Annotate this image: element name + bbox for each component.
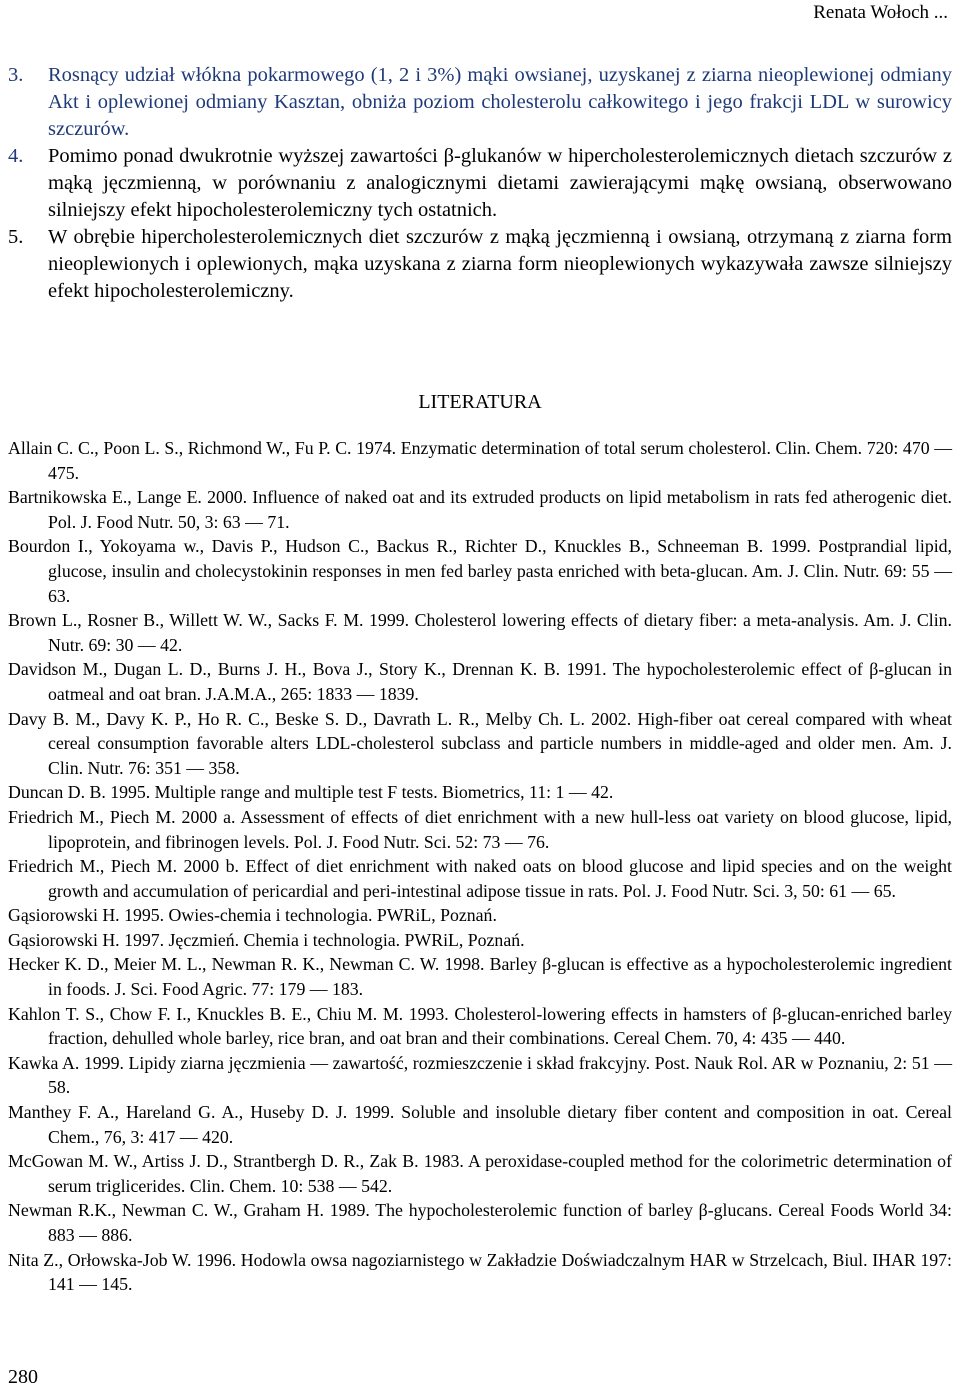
conclusion-text: W obrębie hipercholesterolemicznych diet szczurów z mąką jęczmienną i owsianą, otrzymaną z ziarna form nieoplewionych i oplewionych, mąka uzyskana z ziarna form nieoplewionych wykazywała zawsze silniejszy efekt hipocholesterolemiczny. xyxy=(48,226,952,302)
reference-item: Kawka A. 1999. Lipidy ziarna jęczmienia — zawartość, rozmieszczenie i skład frakcyjny. Post. Nauk Rol. AR w Poznaniu, 2: 51 — 58. xyxy=(8,1052,952,1098)
reference-item: Hecker K. D., Meier M. L., Newman R. K., Newman C. W. 1998. Barley β-glucan is effective as a hypocholesterolemic ingredient in foods. J. Sci. Food Agric. 77: 179 — 183. xyxy=(8,954,952,1000)
reference-item: McGowan M. W., Artiss J. D., Strantbergh D. R., Zak B. 1983. A peroxidase-coupled method for the colorimetric determination of serum triglicerides. Clin. Chem. 10: 538 — 542. xyxy=(8,1151,952,1196)
reference-item: Gąsiorowski H. 1997. Jęczmień. Chemia i technologia. PWRiL, Poznań. xyxy=(8,929,525,950)
reference-item: Newman R.K., Newman C. W., Graham H. 1989. The hypocholesterolemic function of barley β-glucans. Cereal Foods World 34: 883 — 886. xyxy=(8,1200,952,1245)
running-header: Renata Wołoch ... xyxy=(813,2,948,23)
reference-item: Nita Z., Orłowska-Job W. 1996. Hodowla owsa nagoziarnistego w Zakładzie Doświadczalnym HAR w Strzelcach, Biul. IHAR 197: 141 — 145. xyxy=(8,1249,952,1295)
reference-item: Davy B. M., Davy K. P., Ho R. C., Beske S. D., Davrath L. R., Melby Ch. L. 2002. High-fiber oat cereal compared with wheat cereal consumption favorable alters LDL-cholesterol subclass and particle numbers in middle-aged and older men. Am. J. Clin. Nutr. 76: 351 — 358. xyxy=(8,708,952,778)
reference-item: Bartnikowska E., Lange E. 2000. Influence of naked oat and its extruded products on lipid metabolism in rats fed atherogenic diet. Pol. J. Food Nutr. 50, 3: 63 — 71. xyxy=(8,487,952,532)
conclusion-item xyxy=(8,143,952,224)
conclusion-number: 3. xyxy=(8,64,24,86)
conclusion-item xyxy=(8,62,952,143)
reference-item: Kahlon T. S., Chow F. I., Knuckles B. E., Chiu M. M. 1993. Cholesterol-lowering effects in hamsters of β-glucan-enriched barley fraction, dehulled whole barley, rice bran, and oat bran and their combinations. Cereal Chem. 70, 4: 435 — 440. xyxy=(8,1003,952,1049)
reference-item: Davidson M., Dugan L. D., Burns J. H., Bova J., Story K., Drennan K. B. 1991. The hypocholesterolemic effect of β-glucan in oatmeal and oat bran. J.A.M.A., 265: 1833 — 1839. xyxy=(8,659,952,704)
reference-item: Manthey F. A., Hareland G. A., Huseby D. J. 1999. Soluble and insoluble dietary fiber content and composition in oat. Cereal Chem., 76, 3: 417 — 420. xyxy=(8,1102,952,1147)
reference-item: Gąsiorowski H. 1995. Owies-chemia i technologia. PWRiL, Poznań. xyxy=(8,905,497,926)
conclusions-list xyxy=(8,62,952,305)
reference-item: Bourdon I., Yokoyama w., Davis P., Hudson C., Backus R., Richter D., Knuckles B., Schneeman B. 1999. Postprandial lipid, glucose, insulin and cholecystokinin responses in men fed barley pasta enriched with beta-glucan. Am. J. Clin. Nutr. 69: 55 — 63. xyxy=(8,536,952,606)
reference-item: Brown L., Rosner B., Willett W. W., Sacks F. M. 1999. Cholesterol lowering effects of dietary fiber: a meta-analysis. Am. J. Clin. Nutr. 69: 30 — 42. xyxy=(8,610,952,655)
conclusion-text: Pomimo ponad dwukrotnie wyższej zawartości β-glukanów w hipercholesterolemicznych dietach szczurów z mąką jęczmienną, w porównaniu z analogicznymi dietami zawierającymi mąkę owsianą, obserwowano silniejszy efekt hipocholesterolemiczny tych ostatnich. xyxy=(48,145,952,221)
conclusion-number: 5. xyxy=(8,226,24,248)
reference-item: Duncan D. B. 1995. Multiple range and multiple test F tests. Biometrics, 11: 1 — 42. xyxy=(8,782,614,803)
reference-item: Friedrich M., Piech M. 2000 a. Assessment of effects of diet enrichment with a new hull-less oat variety on blood glucose, lipid, lipoprotein, and fibrinogen levels. Pol. J. Food Nutr. Sci. 52: 73 — 76. xyxy=(8,806,952,852)
conclusion-item xyxy=(8,224,952,305)
literature-heading: LITERATURA xyxy=(418,391,542,413)
reference-item: Friedrich M., Piech M. 2000 b. Effect of diet enrichment with naked oats on blood glucose and lipid species and on the weight growth and accumulation of pericardial and peri-intestinal adipose tissue in rats. Pol. J. Food Nutr. Sci. 3, 50: 61 — 65. xyxy=(8,856,952,901)
reference-item: Allain C. C., Poon L. S., Richmond W., Fu P. C. 1974. Enzymatic determination of total serum cholesterol. Clin. Chem. 720: 470 — 475. xyxy=(8,438,952,483)
conclusion-text: Rosnący udział włókna pokarmowego (1, 2 i 3%) mąki owsianej, uzyskanej z ziarna nieoplewionej odmiany Akt i oplewionej odmiany Kasztan, obniża poziom cholesterolu całkowitego i jego frakcji LDL w surowicy szczurów. xyxy=(48,64,952,140)
page-number: 280 xyxy=(8,1366,38,1388)
conclusion-number: 4. xyxy=(8,145,24,167)
references-list xyxy=(8,436,952,1297)
